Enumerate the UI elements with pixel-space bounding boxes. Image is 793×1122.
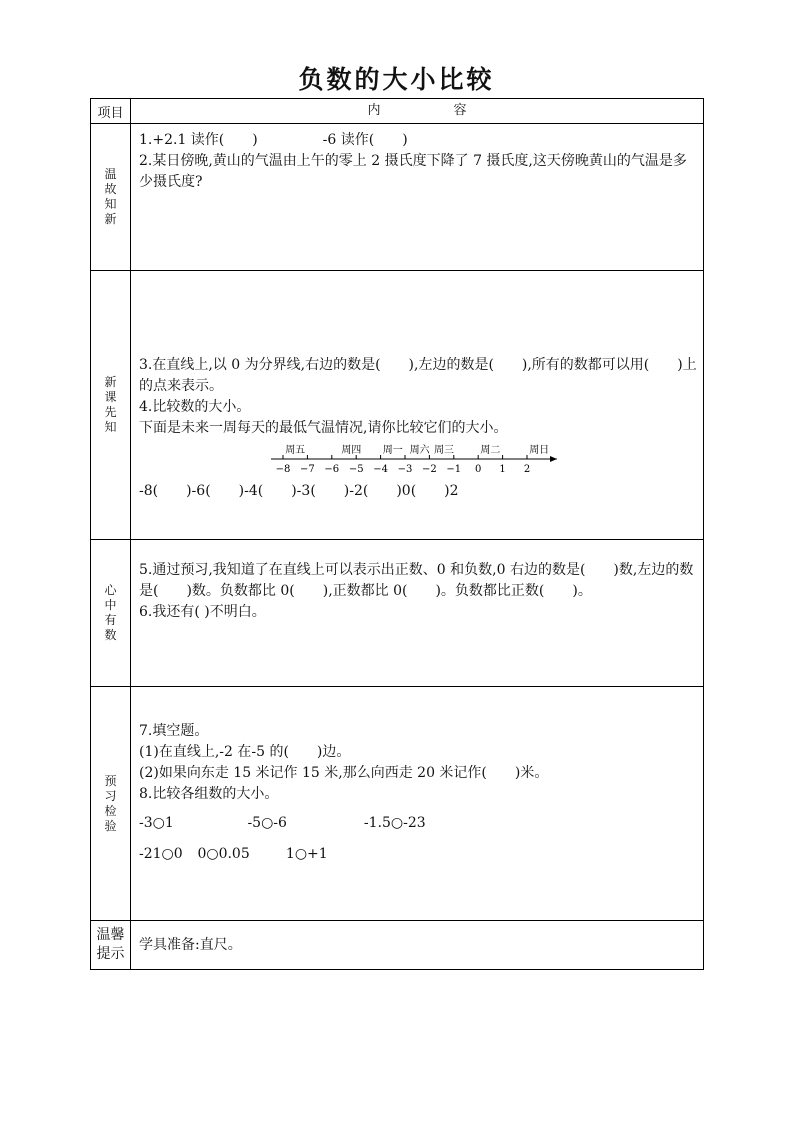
section-new-lesson-label: 新课先知 — [104, 375, 117, 434]
temperature-number-line — [139, 441, 697, 481]
compare-item: -5○-6 — [247, 815, 287, 831]
question-7-1: (1)在直线上,-2 在-5 的( )边。 — [139, 744, 351, 760]
number-line-day-label: 周三 — [434, 444, 455, 456]
question-1 — [139, 130, 697, 151]
compare-item: -1.5○-23 — [363, 815, 426, 831]
compare-row — [139, 481, 697, 502]
number-line-tick-label: −5 — [348, 463, 364, 475]
number-line-day-label: 周五 — [285, 444, 306, 456]
section-check-row — [91, 687, 704, 921]
section-new-lesson-row — [91, 271, 704, 540]
number-line-tick-label: 1 — [499, 463, 506, 475]
number-line-day-label: 周一 — [382, 444, 403, 456]
section-tip-label-cell — [91, 921, 131, 970]
compare-item: -3○1 — [139, 815, 174, 831]
number-line-day-label: 周日 — [529, 444, 550, 456]
section-new-lesson-content — [131, 271, 704, 540]
table-header-row — [91, 99, 704, 124]
compare-item: 1○+1 — [285, 846, 328, 862]
number-line-tick-label: 2 — [523, 463, 531, 475]
question-2: 2.某日傍晚,黄山的气温由上午的零上 2 摄氏度下降了 7 摄氏度,这天傍晚黄山的气温是多少摄氏度? — [139, 153, 687, 190]
header-content: 内 容 — [131, 99, 704, 124]
number-line-tick-label: −8 — [275, 463, 291, 475]
section-mind-label-cell — [91, 540, 131, 687]
question-4-description: 下面是未来一周每天的最低气温情况,请你比较它们的大小。 — [139, 419, 508, 436]
section-mind-content — [131, 540, 704, 687]
number-line-svg — [267, 441, 567, 481]
question-3: 3.在直线上,以 0 为分界线,右边的数是( ),左边的数是( ),所有的数都可以用( )上的点来表示。 — [139, 356, 697, 394]
number-line-tick-label: −4 — [373, 463, 388, 475]
section-tip-content — [131, 921, 704, 970]
question-5: 5.通过预习,我知道了在直线上可以表示出正数、0 和负数,0 右边的数是( )数,左边的数是( )数。负数都比 0( ),正数都比 0( )。负数都比正数( )。 — [139, 562, 694, 599]
number-line-tick-label: −3 — [397, 463, 413, 475]
section-review-row — [91, 124, 704, 271]
question-7: 7.填空题。 — [139, 723, 209, 739]
question-1a: 1.+2.1 读作( ) — [139, 132, 258, 148]
section-review-content — [131, 124, 704, 271]
number-line-tick-label: −2 — [422, 463, 437, 475]
compare-group-row-1 — [139, 813, 697, 834]
section-check-label: 预习检验 — [104, 773, 117, 833]
section-tip-label: 温馨提示 — [96, 927, 125, 962]
number-line-arrow — [550, 456, 557, 462]
number-line-tick-label: −7 — [300, 463, 315, 475]
number-line-tick-label: 0 — [475, 463, 482, 475]
header-item: 项目 — [91, 99, 131, 124]
section-review-label: 温故知新 — [104, 167, 117, 226]
question-1b: -6 读作( ) — [322, 132, 408, 148]
number-line-day-label: 周四 — [341, 444, 362, 456]
section-review-label-cell — [91, 124, 131, 271]
question-7-2: (2)如果向东走 15 米记作 15 米,那么向西走 20 米记作( )米。 — [139, 765, 549, 781]
compare-item: -21○0 — [139, 846, 183, 862]
page-title: 负数的大小比较 — [298, 65, 495, 94]
section-mind-label: 心中有数 — [104, 583, 117, 642]
section-new-lesson-label-cell — [91, 271, 131, 540]
number-line-day-label: 周六 — [409, 444, 430, 456]
compare-sequence: -8( )-6( )-4( )-3( )-2( )0( )2 — [139, 482, 459, 499]
number-line-tick-label: −1 — [446, 463, 462, 475]
compare-group-row-2 — [139, 844, 697, 865]
section-check-label-cell — [91, 687, 131, 921]
number-line-day-label: 周二 — [480, 444, 501, 456]
compare-item: 0○0.05 — [197, 846, 250, 862]
question-8: 8.比较各组数的大小。 — [139, 786, 279, 802]
worksheet-table — [90, 98, 704, 970]
question-4: 4.比较数的大小。 — [139, 398, 251, 415]
question-6: 6.我还有( )不明白。 — [139, 604, 266, 620]
number-line-tick-label: −6 — [324, 463, 340, 475]
section-check-content — [131, 687, 704, 921]
section-tip-row — [91, 921, 704, 970]
tip-text: 学具准备:直尺。 — [139, 936, 242, 953]
section-mind-row — [91, 540, 704, 687]
